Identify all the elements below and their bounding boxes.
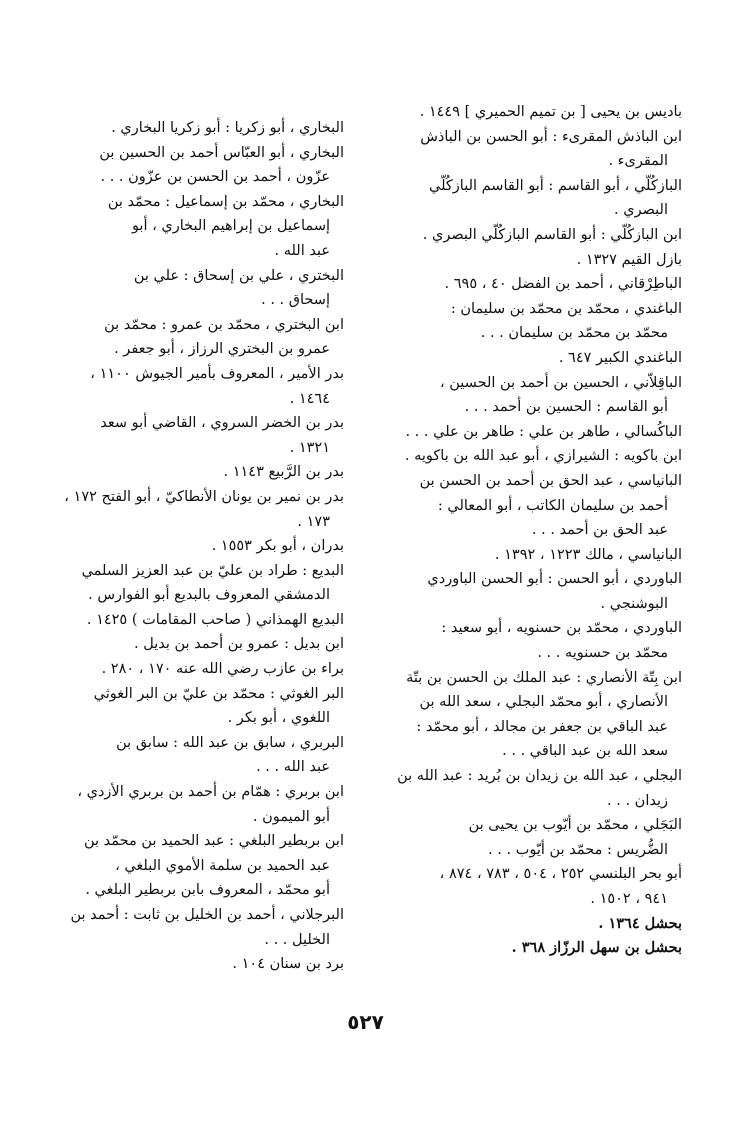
index-entry: البانياسي ، مالك ١٢٢٣ ، ١٣٩٢ .	[494, 546, 682, 563]
index-entry-continuation: أبو الميمون .	[252, 808, 330, 825]
index-entry: البخاري ، أبو زكريا : أبو زكريا البخاري .	[111, 120, 344, 136]
index-entry: بدر الأمير ، المعروف بأمير الجيوش ١١٠٠ ،	[90, 365, 344, 382]
page-number: ٥٢٧	[347, 1010, 384, 1034]
index-entry-continuation: عبد الله . . .	[256, 759, 330, 776]
index-entry-continuation: عمرو بن البختري الرزاز ، أبو جعفر .	[114, 341, 330, 358]
index-entry-continuation: أحمد بن سليمان الكاتب ، أبو المعالي :	[437, 497, 668, 514]
index-entry-continuation: عبد الباقي بن جعفر بن مجالد ، أبو محمّد :	[416, 718, 668, 735]
index-entry-continuation: محمّد بن حسنويه . . .	[537, 645, 668, 662]
index-entry-continuation: عبد الله .	[274, 242, 330, 259]
index-entry: الباكُسالي ، طاهر بن علي : طاهر بن علي . . .	[405, 423, 682, 440]
index-entry-continuation: زيدان . . .	[607, 792, 668, 809]
index-entry: البخاري ، أبو العبّاس أحمد بن الحسين بن	[99, 144, 344, 161]
index-entry: ابن الباذش المقرىء : أبو الحسن بن الباذش	[420, 128, 682, 145]
index-entry: البديع الهمذاني ( صاحب المقامات ) ١٤٢٥ .	[86, 611, 344, 628]
index-entry-continuation: ١٧٣ .	[297, 513, 330, 530]
index-entry: ابن بربري : همّام بن أحمد بن بربري الأزدي ،	[77, 784, 344, 801]
index-entry-continuation: الضُّريس : محمّد بن أيّوب . . .	[488, 841, 668, 858]
index-entry: أبو بحر البلنسي ٢٥٢ ، ٥٠٤ ، ٧٨٣ ، ٨٧٤ ،	[439, 866, 682, 883]
index-entry-continuation: ١٤٦٤ .	[289, 390, 330, 407]
index-entry: البجلي ، عبد الله بن زيدان بن بُريد : عبد الله بن	[397, 768, 682, 785]
index-entry-continuation: عبد الحميد بن سلمة الأموي البلغي ،	[115, 857, 330, 874]
index-entry-continuation: اللغوي ، أبو بكر .	[227, 710, 330, 727]
index-entry: ابن بِتّة الأنصاري : عبد الملك بن الحسن بن بتّة	[406, 669, 682, 686]
index-column-left	[52, 116, 344, 977]
index-entry: البانياسي ، عبد الحق بن أحمد بن الحسن بن	[419, 472, 682, 489]
index-entry: البَجَلي ، محمّد بن أيّوب بن يحيى بن	[468, 817, 682, 834]
index-entry: بحشل بن سهل الرزّاز ٣٦٨ .	[511, 939, 682, 957]
index-entry-continuation: ١٣٢١ .	[289, 439, 330, 456]
index-entry: ابن البختري ، محمّد بن عمرو : محمّد بن	[104, 316, 344, 333]
index-entry-continuation: إسماعيل بن إبراهيم البخاري ، أبو	[131, 218, 330, 235]
index-entry: باديس بن يحيى [ بن تميم الحميري ] ١٤٤٩ .	[419, 104, 682, 120]
index-entry-continuation: البصري .	[614, 202, 668, 219]
index-entry: الباقِلاّني ، الحسين بن أحمد بن الحسين ،	[439, 374, 682, 391]
index-entry-continuation: أبو محمّد ، المعروف بابن بربطير البلغي .	[85, 882, 330, 899]
index-entry: البرجلاني ، أحمد بن الخليل بن ثابت : أحمد بن	[70, 907, 344, 923]
index-entry: بدران ، أبو بكر ١٥٥٣ .	[211, 538, 344, 555]
index-entry-continuation: عزّون ، أحمد بن الحسن بن عزّون . . .	[100, 169, 330, 186]
index-entry-continuation: إسحاق . . .	[261, 292, 330, 309]
index-entry-continuation: المقرىء .	[608, 153, 668, 170]
index-entry: بدر بن الرَّبيع ١١٤٣ .	[223, 464, 344, 481]
index-entry-continuation: سعد الله بن عبد الباقي . . .	[502, 743, 668, 760]
index-entry: البختري ، علي بن إسحاق : علي بن	[133, 267, 344, 284]
index-entry: البازكُلّي ، أبو القاسم : أبو القاسم البازكُلّي	[429, 177, 682, 194]
index-entry: البخاري ، محمّد بن إسماعيل : محمّد بن	[107, 193, 344, 210]
index-column-right	[354, 100, 682, 961]
index-entry-continuation: أبو القاسم : الحسين بن أحمد . . .	[464, 399, 668, 416]
index-entry: بدر بن الخضر السروي ، القاضي أبو سعد	[100, 415, 344, 432]
index-entry-continuation: الخليل . . .	[264, 931, 330, 948]
index-entry: ابن البازكُلّي : أبو القاسم البازكُلّي البصري .	[422, 226, 682, 243]
index-entry: برد بن سنان ١٠٤ .	[232, 956, 344, 973]
index-entry: ابن باكويه : الشيرازي ، أبو عبد الله بن باكويه .	[404, 448, 682, 465]
index-entry: ابن بديل : عمرو بن أحمد بن بديل .	[134, 636, 344, 653]
index-entry: بازل القيم ١٣٢٧ .	[576, 251, 682, 268]
index-entry-continuation: ٩٤١ ، ١٥٠٢ .	[590, 891, 668, 907]
index-entry: ابن بربطير البلغي : عبد الحميد بن محمّد بن	[84, 833, 344, 850]
index-entry-continuation: البوشنجي .	[600, 595, 668, 612]
index-entry: براء بن عازب رضي الله عنه ١٧٠ ، ٢٨٠ .	[101, 661, 344, 678]
index-entry: الباغندي ، محمّد بن محمّد بن سليمان :	[450, 300, 682, 317]
index-entry: الباغندي الكبير ٦٤٧ .	[558, 349, 682, 366]
index-entry: بحشل ١٣٦٤ .	[598, 914, 682, 932]
index-entry: البديع : طراد بن عليّ بن عبد العزيز السلمي	[81, 562, 344, 579]
index-entry: الباطِرْقاني ، أحمد بن الفضل ٤٠ ، ٦٩٥ .	[444, 276, 682, 293]
index-entry-continuation: الدمشقي المعروف بالبديع أبو الفوارس .	[88, 587, 330, 604]
index-entry: البربري ، سابق بن عبد الله : سابق بن	[116, 734, 344, 751]
index-entry: البر الغوثي : محمّد بن عليّ بن البر الغوثي	[93, 685, 344, 702]
index-entry: الباوردي ، أبو الحسن : أبو الحسن الباوردي	[427, 571, 682, 588]
index-entry-continuation: محمّد بن محمّد بن سليمان . . .	[480, 325, 668, 342]
index-entry: الباوردي ، محمّد بن حسنويه ، أبو سعيد :	[441, 620, 682, 637]
index-entry-continuation: عبد الحق بن أحمد . . .	[531, 522, 668, 539]
index-entry: بدر بن نمير بن يونان الأنطاكيّ ، أبو الفتح ١٧٢ ،	[64, 488, 344, 505]
index-entry-continuation: الأنصاري ، أبو محمّد البجلي ، سعد الله بن	[419, 694, 668, 711]
